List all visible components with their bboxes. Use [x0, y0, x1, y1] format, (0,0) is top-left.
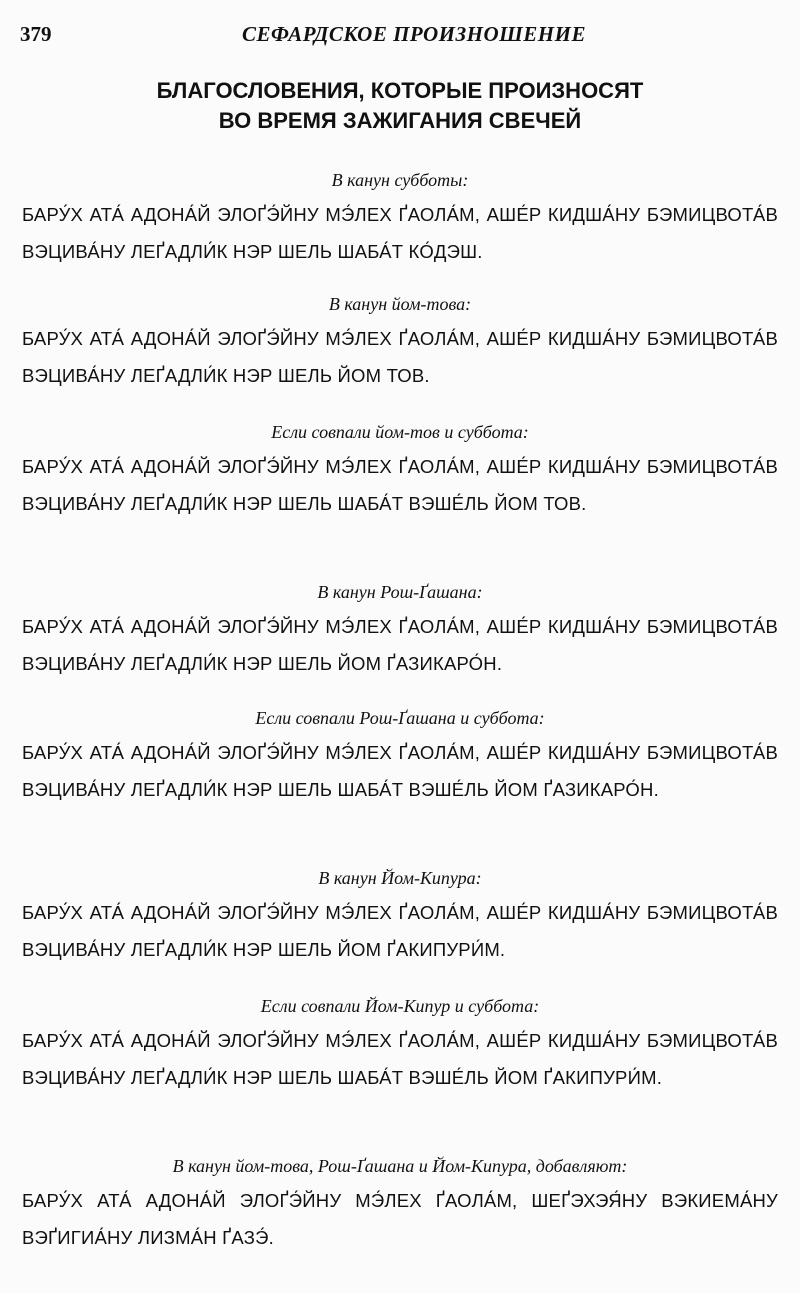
blessing-section-yom-tov-shabbat [22, 420, 778, 522]
section-caption: В канун йом-това: [328, 294, 472, 314]
blessing-section-yom-tov [22, 292, 778, 394]
blessing-text: БАРУ́Х АТА́ АДОНА́Й ЭЛОҐЭ́ЙНУ МЭ́ЛЕХ ҐАОЛА́М, АШЕ́Р КИДША́НУ БЭМИЦВОТА́В ВЭЦИВА́НУ ЛЕҐАДЛИ́К НЭР ШЕЛЬ ШАБА́Т ВЭШЕ́ЛЬ ЙОМ ҐАЗИКАРО́Н. [22, 742, 778, 800]
page-number: 379 [20, 22, 52, 46]
blessing-text: БАРУ́Х АТА́ АДОНА́Й ЭЛОҐЭ́ЙНУ МЭ́ЛЕХ ҐАОЛА́М, ШЕҐЭХЭЯ́НУ ВЭКИЕМА́НУ ВЭҐИГИА́НУ ЛИЗМА́Н ҐАЗЭ́. [22, 1190, 778, 1248]
blessing-section-rosh-hashana-shabbat [22, 706, 778, 808]
blessing-text: БАРУ́Х АТА́ АДОНА́Й ЭЛОҐЭ́ЙНУ МЭ́ЛЕХ ҐАОЛА́М, АШЕ́Р КИДША́НУ БЭМИЦВОТА́В ВЭЦИВА́НУ ЛЕҐАДЛИ́К НЭР ШЕЛЬ ШАБА́Т ВЭШЕ́ЛЬ ЙОМ ТОВ. [22, 456, 778, 514]
section-caption: Если совпали Йом-Кипур и суббота: [260, 996, 540, 1016]
section-caption: В канун Рош-Ґашана: [317, 582, 483, 602]
section-caption: Если совпали Рош-Ґашана и суббота: [255, 708, 545, 728]
blessing-text: БАРУ́Х АТА́ АДОНА́Й ЭЛОҐЭ́ЙНУ МЭ́ЛЕХ ҐАОЛА́М, АШЕ́Р КИДША́НУ БЭМИЦВОТА́В ВЭЦИВА́НУ ЛЕҐАДЛИ́К НЭР ШЕЛЬ ШАБА́Т КО́ДЭШ. [22, 204, 778, 262]
blessing-section-shabbat [22, 168, 778, 270]
running-header [20, 22, 780, 50]
blessing-section-shehecheyanu [22, 1154, 778, 1256]
section-caption: В канун субботы: [331, 170, 469, 190]
blessing-text: БАРУ́Х АТА́ АДОНА́Й ЭЛОҐЭ́ЙНУ МЭ́ЛЕХ ҐАОЛА́М, АШЕ́Р КИДША́НУ БЭМИЦВОТА́В ВЭЦИВА́НУ ЛЕҐАДЛИ́К НЭР ШЕЛЬ ШАБА́Т ВЭШЕ́ЛЬ ЙОМ ҐАКИПУРИ́М. [22, 1030, 778, 1088]
blessing-section-yom-kippur-shabbat [22, 994, 778, 1096]
page-title [0, 76, 800, 136]
blessing-text: БАРУ́Х АТА́ АДОНА́Й ЭЛОҐЭ́ЙНУ МЭ́ЛЕХ ҐАОЛА́М, АШЕ́Р КИДША́НУ БЭМИЦВОТА́В ВЭЦИВА́НУ ЛЕҐАДЛИ́К НЭР ШЕЛЬ ЙОМ ҐАКИПУРИ́М. [22, 902, 778, 960]
blessing-text: БАРУ́Х АТА́ АДОНА́Й ЭЛОҐЭ́ЙНУ МЭ́ЛЕХ ҐАОЛА́М, АШЕ́Р КИДША́НУ БЭМИЦВОТА́В ВЭЦИВА́НУ ЛЕҐАДЛИ́К НЭР ШЕЛЬ ЙОМ ТОВ. [22, 328, 778, 386]
section-caption: Если совпали йом-тов и суббота: [271, 422, 529, 442]
title-line-2: ВО ВРЕМЯ ЗАЖИГАНИЯ СВЕЧЕЙ [218, 108, 582, 133]
section-caption: В канун йом-това, Рош-Ґашана и Йом-Кипура, добавляют: [172, 1156, 628, 1176]
title-line-1: БЛАГОСЛОВЕНИЯ, КОТОРЫЕ ПРОИЗНОСЯТ [156, 78, 644, 103]
blessing-text: БАРУ́Х АТА́ АДОНА́Й ЭЛОҐЭ́ЙНУ МЭ́ЛЕХ ҐАОЛА́М, АШЕ́Р КИДША́НУ БЭМИЦВОТА́В ВЭЦИВА́НУ ЛЕҐАДЛИ́К НЭР ШЕЛЬ ЙОМ ҐАЗИКАРО́Н. [22, 616, 778, 674]
blessing-section-rosh-hashana [22, 580, 778, 682]
running-title: СЕФАРДСКОЕ ПРОИЗНОШЕНИЕ [241, 22, 586, 46]
blessing-section-yom-kippur [22, 866, 778, 968]
section-caption: В канун Йом-Кипура: [318, 868, 482, 888]
